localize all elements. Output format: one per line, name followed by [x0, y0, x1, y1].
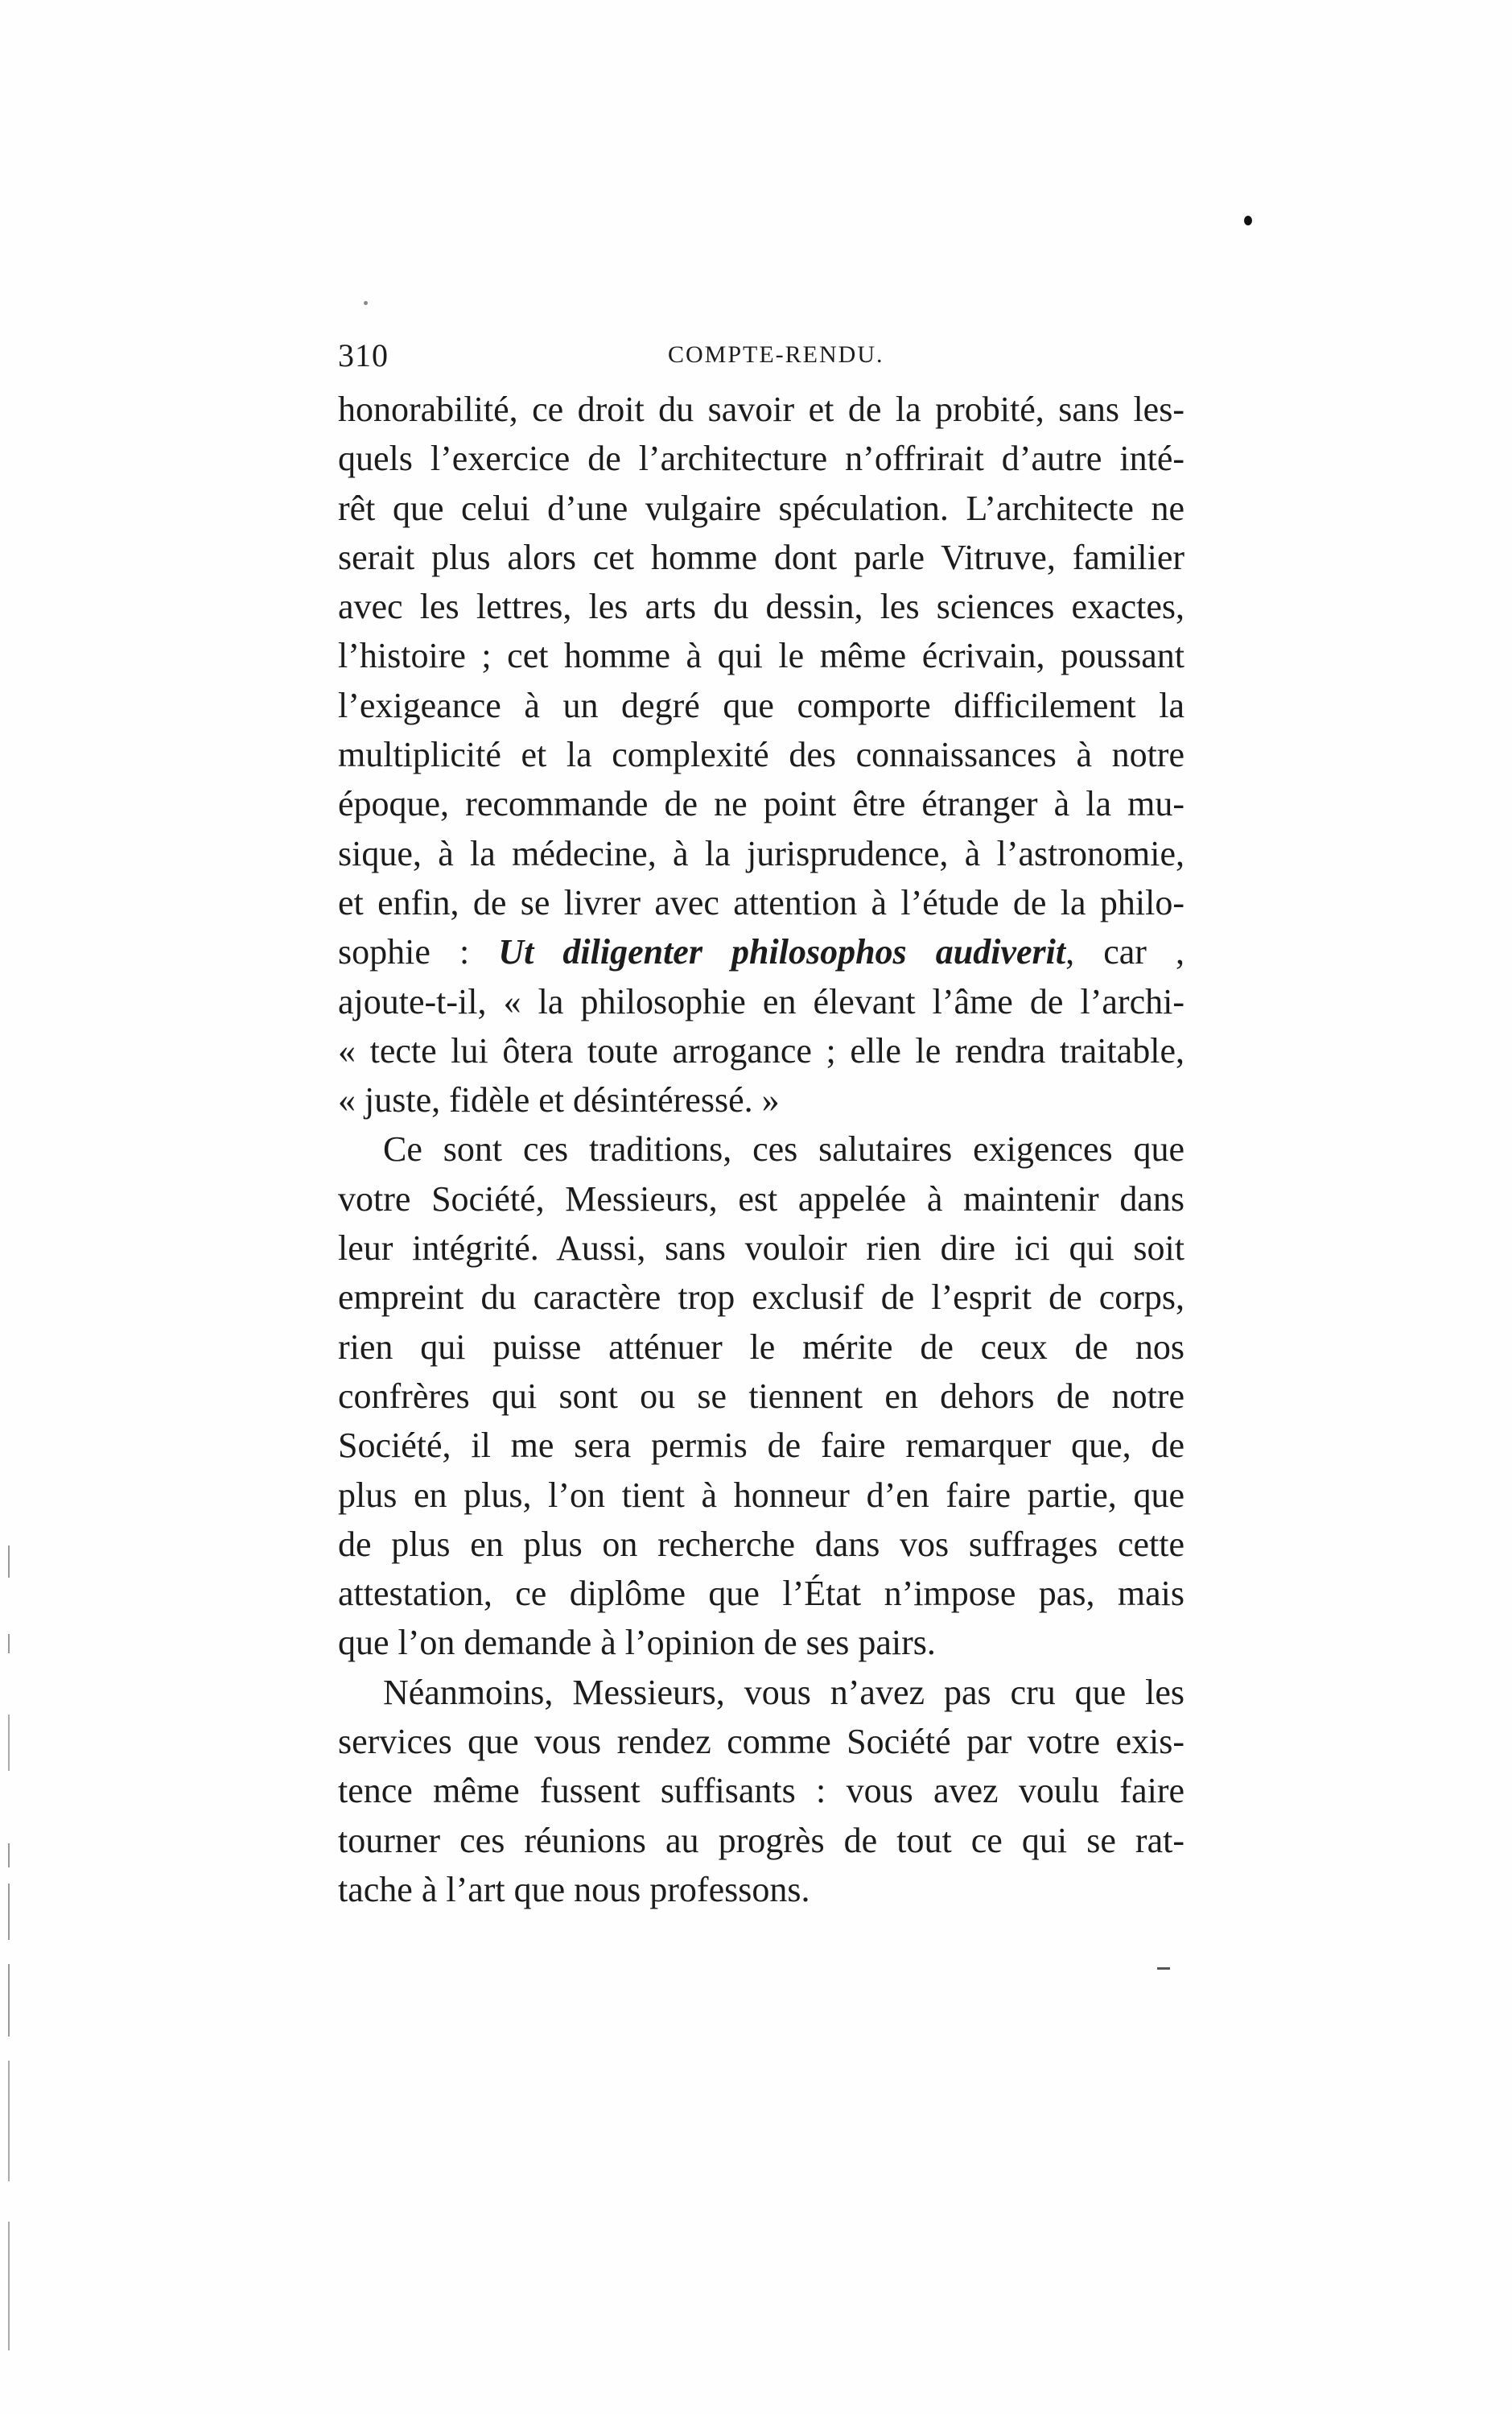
- text-line-with-latin-quote: [338, 927, 1184, 976]
- margin-rule: [8, 2061, 10, 2181]
- text-line: tache à l’art que nous professons.: [338, 1869, 810, 1909]
- page-header: [338, 336, 1184, 385]
- running-head: COMPTE-RENDU.: [668, 341, 884, 368]
- text-line: avec les lettres, les arts du dessin, les sciences exactes,: [338, 587, 1184, 627]
- margin-rule: [8, 1545, 10, 1578]
- margin-rule: [8, 1964, 10, 2036]
- text-line: multiplicité et la complexité des connaissances à notre: [338, 735, 1184, 775]
- text-line: honorabilité, ce droit du savoir et de la probité, sans les-: [338, 390, 1184, 429]
- text-line: leur intégrité. Aussi, sans vouloir rien dire ici qui soit: [338, 1228, 1184, 1269]
- ink-speck: [364, 301, 368, 305]
- text-line: et enfin, de se livrer avec attention à l’étude de la philo-: [338, 882, 1184, 922]
- text-line: rêt que celui d’une vulgaire spéculation. L’architecte ne: [338, 488, 1184, 528]
- ink-speck: [1244, 216, 1252, 225]
- ink-speck: [1157, 1967, 1170, 1970]
- text-line: votre Société, Messieurs, est appelée à maintenir dans: [338, 1178, 1184, 1219]
- body-text: [338, 385, 1184, 1914]
- text-line: « juste, fidèle et désintéressé. »: [338, 1080, 780, 1120]
- margin-rule: [8, 1843, 10, 1867]
- text-line: « tecte lui ôtera toute arrogance ; elle le rendra traitable,: [338, 1030, 1184, 1071]
- text-line: que l’on demande à l’opinion de ses pairs.: [338, 1623, 936, 1663]
- text-line: Ce sont ces traditions, ces salutaires exigences que: [383, 1129, 1184, 1170]
- text-line: serait plus alors cet homme dont parle Vitruve, familier: [338, 537, 1184, 577]
- text-line: sique, à la médecine, à la jurisprudence, à l’astronomie,: [338, 833, 1184, 873]
- text-line: Néanmoins, Messieurs, vous n’avez pas cru que les: [383, 1672, 1184, 1712]
- margin-rule: [8, 2222, 10, 2350]
- text-line: ajoute-t-il, « la philosophie en élevant l’âme de l’archi-: [338, 981, 1184, 1021]
- text-line: quels l’exercice de l’architecture n’offrirait d’autre inté-: [338, 439, 1184, 479]
- text-line: tence même fussent suffisants : vous avez voulu faire: [338, 1771, 1184, 1811]
- text-line: empreint du caractère trop exclusif de l’esprit de corps,: [338, 1277, 1184, 1318]
- margin-rule: [8, 1634, 10, 1653]
- text-line: attestation, ce diplôme que l’État n’impose pas, mais: [338, 1574, 1184, 1614]
- text-line: l’histoire ; cet homme à qui le même écrivain, poussant: [338, 636, 1184, 676]
- text-line: Société, il me sera permis de faire remarquer que, de: [338, 1426, 1184, 1466]
- text-fragment: sophie :: [338, 932, 499, 972]
- page-number: 310: [338, 337, 389, 373]
- text-line: de plus en plus on recherche dans vos suffrages cette: [338, 1524, 1184, 1564]
- text-line: services que vous rendez comme Société par votre exis-: [338, 1722, 1184, 1762]
- text-line: rien qui puisse atténuer le mérite de ceux de nos: [338, 1327, 1184, 1367]
- margin-rule: [8, 1884, 10, 1940]
- text-line: époque, recommande de ne point être étranger à la mu-: [338, 784, 1184, 824]
- text-line: tourner ces réunions au progrès de tout ce qui se rat-: [338, 1820, 1184, 1860]
- margin-rule: [8, 1715, 10, 1771]
- text-fragment: , car ,: [1065, 932, 1184, 972]
- text-line: plus en plus, l’on tient à honneur d’en faire partie, que: [338, 1475, 1184, 1515]
- latin-quote: Ut diligenter philosophos audiverit: [498, 932, 1066, 972]
- text-line: confrères qui sont ou se tiennent en dehors de notre: [338, 1376, 1184, 1416]
- text-line: l’exigeance à un degré que comporte difficilement la: [338, 685, 1184, 725]
